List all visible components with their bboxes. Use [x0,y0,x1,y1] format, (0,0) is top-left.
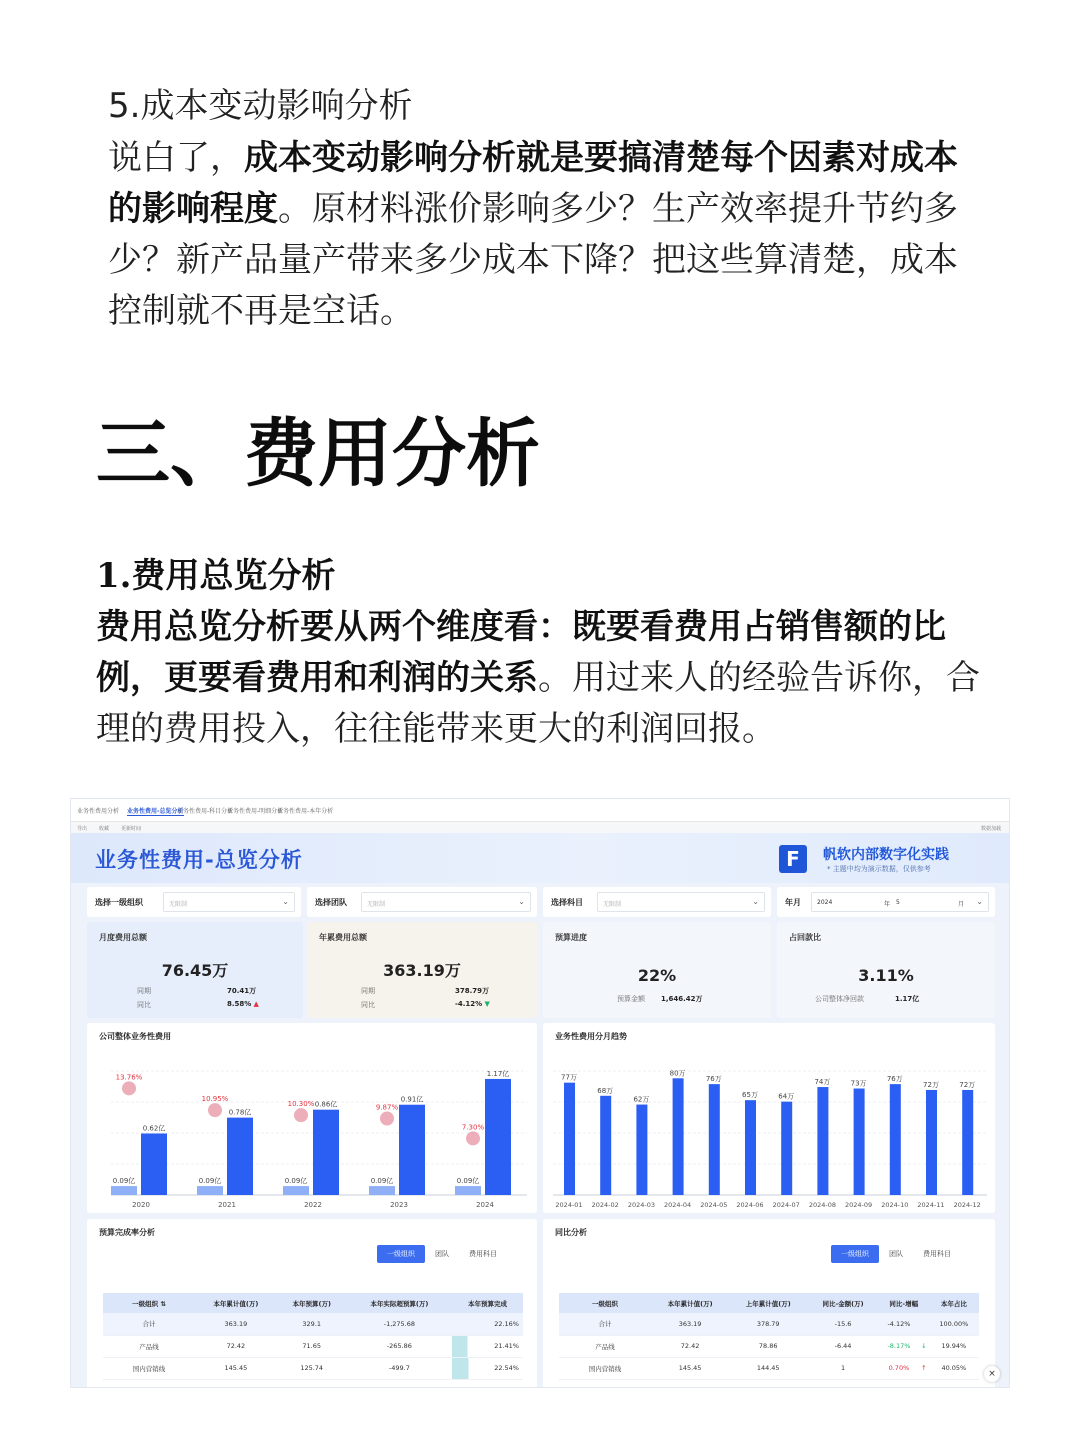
table-header[interactable]: 一级组织 [559,1293,651,1313]
table-header[interactable]: 本年预算(万) [277,1293,347,1313]
data-label: 65万 [742,1091,758,1100]
dashboard-toolbar [71,821,1010,833]
tick-label: 2021 [218,1201,236,1209]
ratio-label: 10.30% [287,1100,315,1109]
table-header[interactable]: 同比-金额(万) [807,1293,879,1313]
arrow-down-icon: ↓ [919,1335,929,1357]
seg-team[interactable]: 团队 [889,1250,903,1258]
filter-subject [543,887,771,917]
tick-label: 2024-04 [664,1201,692,1209]
tick-label: 2024-06 [736,1201,764,1209]
table-cell: 40.05% [929,1357,979,1379]
bar-month [745,1100,756,1195]
kpi-year-prev-label: 同期 [361,987,375,995]
table-cell: 合计 [559,1313,651,1335]
panel-yoy-analysis [543,1219,995,1388]
tick-label: 2024-01 [555,1201,583,1209]
table-cell [919,1313,929,1335]
bar-month [673,1078,684,1195]
kpi-month-total [87,922,303,1018]
table-row[interactable] [559,1313,979,1335]
brand-logo: F [779,845,807,873]
table-header[interactable]: 本年占比 [929,1293,979,1313]
panel-company-expense-title: 公司整体业务性费用 [99,1032,171,1041]
filter-subject-value: 无限制 [603,901,622,908]
kpi-month-label: 月度费用总额 [99,933,147,942]
filter-org [87,887,301,917]
ratio-label: 13.76% [115,1073,143,1082]
yoy-table [559,1293,979,1380]
chevron-down-icon: ⌄ [976,897,983,906]
tick-label: 2022 [304,1201,322,1209]
section-5-title: 5.成本变动影响分析 [108,86,413,126]
table-header[interactable]: 本年实际超预算(万) [347,1293,452,1313]
table-cell: 144.45 [729,1357,807,1379]
table-header[interactable]: 同比-增幅 [879,1293,929,1313]
toolbar-update[interactable]: 更新时间 [121,826,142,832]
bar-month [600,1096,611,1195]
kpi-year-yoy-label: 同比 [361,1001,375,1009]
arrow-down-icon: ▼ [484,1000,490,1008]
table-header[interactable]: 本年累计值(万) [195,1293,277,1313]
panel-company-expense [87,1023,537,1213]
sort-icon[interactable]: ⇅ [160,1299,166,1308]
dashboard-topbar [71,799,1010,821]
data-label: 0.09亿 [370,1177,394,1186]
table-cell: 产品线 [103,1335,195,1357]
seg-org[interactable]: 一级组织 [831,1245,879,1263]
bar-month [636,1105,647,1195]
data-label: 68万 [597,1086,614,1095]
dashboard-screenshot [70,798,1010,1388]
kpi-ratio-sub-value: 1.17亿 [895,995,920,1003]
bar-small [455,1186,481,1195]
table-cell: -6.44 [807,1335,879,1357]
paragraph-expense-overview [96,602,986,755]
panel-monthly-trend-title: 业务性费用分月趋势 [555,1032,627,1041]
ratio-label: 7.30% [461,1123,485,1132]
kpi-year-label: 年累费用总额 [319,933,367,942]
paragraph-cost-impact [108,133,968,337]
para1-rest: 。原材料涨价影响多少？生产效率提升节约多少？新产品量产带来多少成本下降？把这些算清楚，成本控制就不再是空话。 [108,189,958,331]
ratio-point [380,1112,394,1126]
kpi-year-total [307,922,537,1018]
table-header[interactable]: 本年预算完成 [452,1293,523,1313]
table-cell: -15.6 [807,1313,879,1335]
kpi-year-prev: 378.79万 [455,987,490,995]
para2-rest: 。用过来人的经验告诉你，合理的费用投入，往往能带来更大的利润回报。 [96,658,980,749]
data-label: 76万 [705,1075,722,1084]
bar-total [141,1133,167,1195]
table-cell: 21.41% [452,1335,523,1357]
kpi-year-yoy: -4.12% [455,1000,483,1008]
table-header[interactable]: 本年累计值(万) [651,1293,729,1313]
panel-budget-title: 预算完成率分析 [99,1228,155,1237]
table-cell: 72.42 [651,1335,729,1357]
bar-total [399,1105,425,1195]
seg-org[interactable]: 一级组织 [377,1245,425,1263]
tick-label: 2024-03 [627,1201,655,1209]
panel-budget-completion [87,1219,537,1388]
close-icon[interactable]: × [984,1366,1000,1382]
kpi-ratio-sub-label: 公司整体净回款 [815,995,864,1003]
arrow-up-icon: ↑ [919,1357,929,1379]
filter-year-value: 2024 [817,899,833,906]
bar-total [485,1079,511,1195]
data-label: 77万 [561,1073,577,1082]
kpi-budget-progress [543,922,771,1018]
data-label: 1.17亿 [486,1069,510,1078]
kpi-budget-sub-value: 1,646.42万 [661,995,703,1003]
table-cell: 产品线 [559,1335,651,1357]
dashboard-header [71,833,1010,883]
brand-name: 帆软内部数字化实践 [823,847,949,863]
toolbar-favorite[interactable]: 收藏 [99,826,110,832]
data-label: 0.62亿 [142,1124,166,1133]
kpi-month-yoy-label: 同比 [137,1001,151,1009]
seg-subject[interactable]: 费用科目 [923,1250,951,1258]
data-label: 80万 [669,1069,686,1078]
filter-team-select[interactable] [361,892,531,912]
table-row[interactable] [103,1357,523,1379]
company-expense-chart [87,1023,537,1213]
para1-lead: 说白了， [108,138,244,178]
kpi-budget-value: 22% [637,966,677,985]
table-cell: 363.19 [651,1313,729,1335]
bar-month [781,1102,792,1195]
table-cell: -8.17% [879,1335,919,1357]
table-row[interactable] [103,1335,523,1357]
toolbar-loading: 数据加载 [981,826,1002,832]
kpi-year-value: 363.19万 [383,961,461,980]
data-label: 0.86亿 [314,1100,338,1109]
bar-month [709,1084,720,1195]
chevron-down-icon: ⌄ [752,897,759,906]
table-cell: 1 [807,1357,879,1379]
table-cell: 125.74 [277,1357,347,1379]
filter-month-value: 5 [896,899,900,906]
tick-label: 2024-09 [845,1201,873,1209]
data-label: 73万 [850,1079,867,1088]
ratio-point [294,1108,308,1122]
bar-small [369,1186,395,1195]
bar-small [283,1186,309,1195]
yoy-segment-control [831,1245,961,1263]
filter-subject-select[interactable] [597,892,765,912]
kpi-ratio-label: 占回款比 [789,933,821,942]
tick-label: 2020 [132,1201,150,1209]
data-label: 0.09亿 [456,1177,480,1186]
table-cell: 378.79 [729,1313,807,1335]
table-header-row [103,1293,523,1313]
table-row[interactable] [103,1313,523,1335]
filter-org-select[interactable] [163,892,295,912]
ratio-label: 10.95% [201,1095,229,1104]
filter-team-label: 选择团队 [315,898,347,907]
data-label: 0.09亿 [112,1177,136,1186]
table-cell: 100.00% [929,1313,979,1335]
data-label: 0.09亿 [284,1177,308,1186]
budget-table [103,1293,523,1380]
kpi-month-value: 76.45万 [161,961,229,980]
filter-ym-select[interactable] [811,892,989,912]
filter-month-unit: 月 [958,901,965,908]
table-cell: -1,275.68 [347,1313,452,1335]
table-cell: -499.7 [347,1357,452,1379]
chevron-down-icon: ⌄ [282,897,289,906]
brand-note: * 主题中均为演示数据，仅供参考 [827,865,931,873]
tick-label: 2024 [476,1201,494,1209]
table-cell: 19.94% [929,1335,979,1357]
chevron-down-icon: ⌄ [518,897,525,906]
tick-label: 2024-07 [772,1201,800,1209]
table-header[interactable]: 上年累计值(万) [729,1293,807,1313]
data-label: 0.91亿 [400,1095,424,1104]
table-cell: 国内营销线 [559,1357,651,1379]
table-cell: -4.12% [879,1313,919,1335]
bar-month [564,1083,575,1195]
table-cell: -265.86 [347,1335,452,1357]
bar-small [197,1186,223,1195]
seg-subject[interactable]: 费用科目 [469,1250,497,1258]
table-cell: 145.45 [195,1357,277,1379]
bar-month [926,1090,937,1195]
kpi-month-yoy: 8.58% [227,1000,252,1008]
kpi-collection-ratio [777,922,995,1018]
bar-month [962,1090,973,1195]
toolbar-export[interactable]: 导出 [77,826,88,832]
filter-team-value: 无限制 [367,901,386,908]
table-cell: 72.42 [195,1335,277,1357]
filter-org-value: 无限制 [169,901,188,908]
para2-bold: 费用总览分析要从两个维度看：既要看费用占销售额的比例，更要看费用和利润的关系 [96,607,946,698]
bar-total [313,1110,339,1195]
budget-segment-control [377,1245,507,1263]
tick-label: 2024-10 [881,1201,909,1209]
table-cell: 78.86 [729,1335,807,1357]
tick-label: 2024-05 [700,1201,728,1209]
table-cell: 145.45 [651,1357,729,1379]
filter-year-unit: 年 [884,901,891,908]
tick-label: 2024-12 [953,1201,981,1209]
tab-year[interactable]: 业务性费用-本年分析 [277,808,334,815]
tab-detail[interactable]: 业务性费用-明细分析 [227,808,284,815]
table-cell: 0.70% [879,1357,919,1379]
tab-subject[interactable]: 业务性费用-科目分析 [177,808,234,815]
data-label: 0.78亿 [228,1108,252,1117]
filter-org-label: 选择一级组织 [95,898,143,907]
bar-month [817,1087,828,1195]
data-label: 72万 [959,1080,976,1089]
kpi-budget-label: 预算进度 [555,933,587,942]
seg-team[interactable]: 团队 [435,1250,449,1258]
filter-subject-label: 选择科目 [551,898,583,907]
kpi-ratio-value: 3.11% [858,966,914,985]
app-name: 业务性费用分析 [77,808,120,815]
table-header-row [559,1293,979,1313]
table-cell: 合计 [103,1313,195,1335]
data-label: 74万 [814,1078,831,1087]
arrow-up-icon: ▲ [253,1000,259,1008]
subsection-title: 1.费用总览分析 [96,556,336,596]
panel-yoy-title: 同比分析 [555,1228,587,1237]
data-label: 76万 [886,1075,903,1084]
kpi-budget-sub-label: 预算金额 [617,995,645,1003]
table-cell: 国内营销线 [103,1357,195,1379]
filter-team [307,887,537,917]
table-cell: 329.1 [277,1313,347,1335]
filter-ym-label: 年月 [785,898,801,907]
para1-bold: 成本变动影响分析就是要搞清楚每个因素对成本的影响程度 [108,138,958,229]
bar-month [890,1084,901,1195]
table-cell: 22.16% [452,1313,523,1335]
ratio-label: 9.87% [375,1103,399,1112]
monthly-trend-chart [543,1023,995,1213]
data-label: 0.09亿 [198,1177,222,1186]
table-header[interactable]: 一级组织 ⇅ [103,1293,195,1313]
data-label: 64万 [778,1092,795,1101]
ratio-point [466,1131,480,1145]
table-row[interactable] [559,1357,979,1379]
kpi-month-prev: 70.41万 [227,987,257,995]
table-row[interactable] [559,1335,979,1357]
bar-small [111,1186,137,1195]
tab-overview[interactable]: 业务性费用-总览分析 [127,808,184,815]
dashboard-title: 业务性费用-总览分析 [95,848,303,872]
data-label: 62万 [633,1095,650,1104]
table-cell: 22.54% [452,1357,523,1379]
filter-year-month [777,887,995,917]
kpi-month-prev-label: 同期 [137,987,151,995]
ratio-point [208,1103,222,1117]
ratio-point [122,1081,136,1095]
tick-label: 2023 [390,1201,408,1209]
data-label: 72万 [923,1080,939,1089]
tick-label: 2024-02 [591,1201,619,1209]
section-heading: 三、费用分析 [96,411,540,497]
bar-total [227,1118,253,1195]
bar-month [854,1089,865,1195]
table-cell: 363.19 [195,1313,277,1335]
tick-label: 2024-08 [808,1201,836,1209]
table-cell: 71.65 [277,1335,347,1357]
tick-label: 2024-11 [917,1201,945,1209]
panel-monthly-trend [543,1023,995,1213]
